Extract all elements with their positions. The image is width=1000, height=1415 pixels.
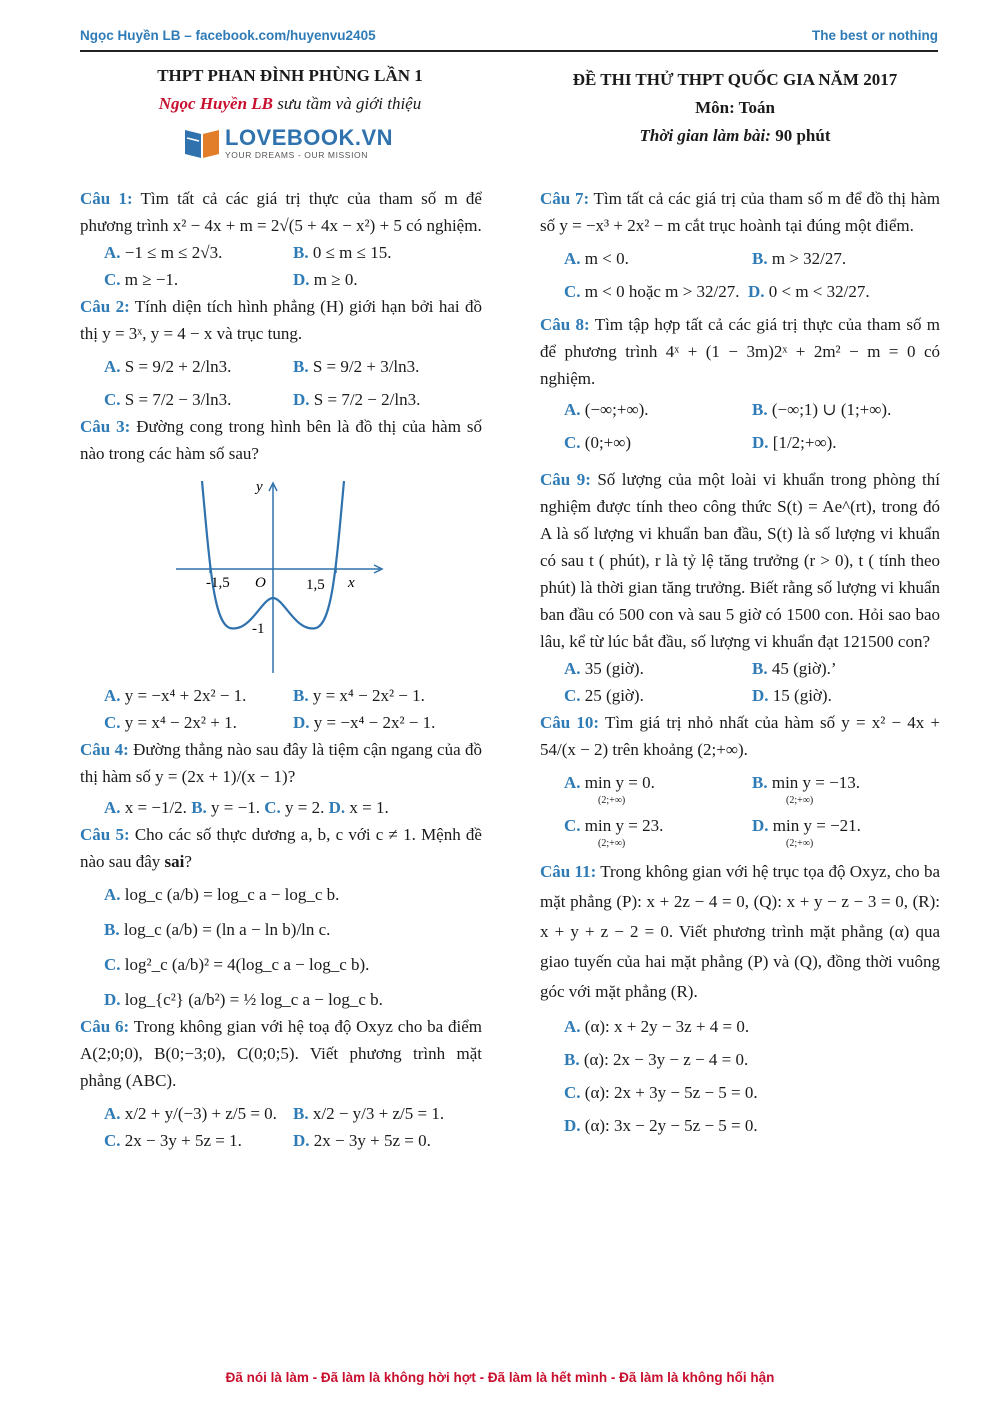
q6-b: x/2 − y/3 + z/5 = 1.: [312, 1104, 445, 1123]
q3-d: y = −x⁴ − 2x² − 1.: [313, 713, 436, 732]
q4-b-label: B.: [191, 798, 207, 817]
q6-d: 2x − 3y + 5z = 0.: [313, 1131, 431, 1150]
question-8: [540, 311, 940, 456]
header-right: The best or nothing: [812, 28, 938, 43]
question-2: [80, 293, 482, 413]
q9-c-label: C.: [564, 686, 581, 705]
q3-a: y = −x⁴ + 2x² − 1.: [124, 686, 247, 705]
q1-text: Tìm tất cả các giá trị thực của tham số m để phương trình x² − 4x + m = 2√(5 + 4x − x²) + 5 có nghiệm.: [80, 189, 482, 235]
q2-b-label: B.: [293, 357, 309, 376]
q11-d: (α): 3x − 2y − 5z − 5 = 0.: [584, 1116, 758, 1135]
q9-d-label: D.: [752, 686, 769, 705]
q8-a-label: A.: [564, 400, 581, 419]
q3-a-label: A.: [104, 686, 121, 705]
q5-text-bold: sai: [164, 852, 185, 871]
q11-a-label: A.: [564, 1017, 581, 1036]
q4-a: x = −1/2.: [124, 798, 187, 817]
q3-c-label: C.: [104, 713, 121, 732]
right-column: [540, 185, 940, 1139]
q9-a: 35 (giờ).: [584, 659, 644, 678]
q11-b: (α): 2x − 3y − z − 4 = 0.: [583, 1050, 749, 1069]
q9-a-label: A.: [564, 659, 581, 678]
q6-c-label: C.: [104, 1131, 121, 1150]
q10-c-label: C.: [564, 816, 581, 835]
q3-b: y = x⁴ − 2x² − 1.: [312, 686, 425, 705]
question-3: [80, 413, 482, 736]
q4-text: Đường thẳng nào sau đây là tiệm cận ngang của đồ thị hàm số y = (2x + 1)/(x − 1)?: [80, 740, 482, 786]
q4-b: y = −1.: [211, 798, 260, 817]
q6-c: 2x − 3y + 5z = 1.: [124, 1131, 242, 1150]
q11-text: Trong không gian với hệ trục tọa độ Oxyz, cho ba mặt phẳng (P): x + 2z − 4 = 0, (Q): x + y − z − 3 = 0, (R): x + y + z − 2 = 0. Viết phương trình mặt phẳng (α) qua giao tuyến của hai mặt phẳng (P) và (Q), đồng thời vuông góc với mặt phẳng (R).: [540, 862, 940, 1001]
q5-number: Câu 5:: [80, 825, 130, 844]
q8-b-label: B.: [752, 400, 768, 419]
question-5: [80, 821, 482, 1013]
q10-text: Tìm giá trị nhỏ nhất của hàm số y = x² − 4x + 54/(x − 2) trên khoảng (2;+∞).: [540, 713, 940, 759]
q2-text: Tính diện tích hình phẳng (H) giới hạn bởi hai đồ thị y = 3ˣ, y = 4 − x và trục tung.: [80, 297, 482, 343]
q11-a: (α): x + 2y − 3z + 4 = 0.: [584, 1017, 750, 1036]
left-column: [80, 185, 482, 1154]
q5-c-label: C.: [104, 955, 121, 974]
time-label: Thời gian làm bài:: [639, 126, 771, 145]
q4-number: Câu 4:: [80, 740, 129, 759]
q2-c-label: C.: [104, 390, 121, 409]
q10-number: Câu 10:: [540, 713, 600, 732]
logo-name: LOVEBOOK.VN: [225, 125, 394, 150]
q11-c: (α): 2x + 3y − 5z − 5 = 0.: [584, 1083, 758, 1102]
q7-number: Câu 7:: [540, 189, 590, 208]
q6-d-label: D.: [293, 1131, 310, 1150]
q1-b: 0 ≤ m ≤ 15.: [312, 243, 392, 262]
q5-d-label: D.: [104, 990, 121, 1009]
q2-number: Câu 2:: [80, 297, 130, 316]
question-7: [540, 185, 940, 305]
q2-b: S = 9/2 + 3/ln3.: [312, 357, 420, 376]
question-10: [540, 709, 940, 849]
q2-d: S = 7/2 − 2/ln3.: [313, 390, 421, 409]
question-1: [80, 185, 482, 293]
q6-a: x/2 + y/(−3) + z/5 = 0.: [124, 1104, 277, 1123]
school-title: THPT PHAN ĐÌNH PHÙNG LẦN 1: [157, 66, 423, 85]
origin-label: O: [255, 575, 266, 591]
q10-c: min y = 23.: [584, 816, 664, 835]
q7-c-label: C.: [564, 282, 581, 301]
q7-a: m < 0.: [584, 249, 629, 268]
q5-text-end: ?: [184, 852, 192, 871]
exam-title: ĐỀ THI THỬ THPT QUỐC GIA NĂM 2017: [572, 70, 898, 89]
q1-c: m ≥ −1.: [124, 270, 179, 289]
q8-a: (−∞;+∞).: [584, 400, 649, 419]
q6-number: Câu 6:: [80, 1017, 130, 1036]
q5-d: log_{c²} (a/b²) = ½ log_c a − log_c b.: [124, 990, 383, 1009]
q5-c: log²_c (a/b)² = 4(log_c a − log_c b).: [124, 955, 370, 974]
q1-d-label: D.: [293, 270, 310, 289]
footer-motto: Đã nói là làm - Đã làm là không hời hợt - Đã làm là hết mình - Đã làm là không hối hận: [225, 1370, 775, 1385]
q11-c-label: C.: [564, 1083, 581, 1102]
q4-d-label: D.: [328, 798, 346, 817]
q11-b-label: B.: [564, 1050, 580, 1069]
q2-a: S = 9/2 + 2/ln3.: [124, 357, 232, 376]
q9-text: Số lượng của một loài vi khuẩn trong phòng thí nghiệm được tính theo công thức S(t) = Ae^(rt), trong đó A là số lượng vi khuẩn ban đầu, S(t) là số lượng vi khuẩn có sau t ( phút), r là tỷ lệ tăng trưởng (r > 0), t ( tính theo phút) là thời gian tăng trưởng. Biết rằng số lượng vi khuẩn ban đầu có 500 con và sau 5 giờ có 1500 con. Hỏi sao bao lâu, kể từ lúc bắt đầu, số lượng vi khuẩn đạt 121500 con?: [540, 470, 940, 651]
question-6: [80, 1013, 482, 1154]
q10-a: min y = 0.: [584, 773, 655, 792]
q10-d-sub: (2;+∞): [786, 838, 814, 849]
q10-b: min y = −13.: [771, 773, 860, 792]
q9-d: 15 (giờ).: [772, 686, 832, 705]
q9-b-label: B.: [752, 659, 768, 678]
q8-text: Tìm tập hợp tất cả các giá trị thực của tham số m để phương trình 4ˣ + (1 − 3m)2ˣ + 2m² − m = 0 có nghiệm.: [540, 315, 940, 388]
q4-c-label: C.: [264, 798, 281, 817]
q6-a-label: A.: [104, 1104, 121, 1123]
q5-a: log_c (a/b) = log_c a − log_c b.: [124, 885, 340, 904]
q2-c: S = 7/2 − 3/ln3.: [124, 390, 232, 409]
q8-number: Câu 8:: [540, 315, 590, 334]
q11-d-label: D.: [564, 1116, 581, 1135]
subject-line: Môn: Toán: [695, 98, 775, 117]
x-label: x: [348, 575, 355, 591]
neg-tick-label: -1,5: [206, 575, 230, 591]
q5-a-label: A.: [104, 885, 121, 904]
q10-d-label: D.: [752, 816, 769, 835]
min-label: -1: [252, 621, 265, 637]
y-label: y: [256, 479, 263, 495]
logo-tagline: YOUR DREAMS - OUR MISSION: [225, 150, 368, 160]
q6-b-label: B.: [293, 1104, 309, 1123]
q3-b-label: B.: [293, 686, 309, 705]
book-logo-icon: [183, 124, 221, 162]
q1-b-label: B.: [293, 243, 309, 262]
q7-d-label: D.: [747, 282, 765, 301]
q3-c: y = x⁴ − 2x² + 1.: [124, 713, 237, 732]
lovebook-logo: [183, 124, 393, 164]
time-value: 90 phút: [770, 126, 831, 145]
q5-b: log_c (a/b) = (ln a − ln b)/ln c.: [123, 920, 331, 939]
q11-number: Câu 11:: [540, 862, 597, 881]
author-name: Ngọc Huyền LB: [158, 94, 274, 113]
q7-d: 0 < m < 32/27.: [768, 282, 870, 301]
q8-c-label: C.: [564, 433, 581, 452]
q2-a-label: A.: [104, 357, 121, 376]
q1-c-label: C.: [104, 270, 121, 289]
time-line: [530, 126, 940, 146]
question-4: [80, 736, 482, 821]
q7-a-label: A.: [564, 249, 581, 268]
q5-text: Cho các số thực dương a, b, c với c ≠ 1. Mệnh đề nào sau đây: [80, 825, 482, 871]
pos-tick-label: 1,5: [306, 577, 325, 593]
q4-c: y = 2.: [285, 798, 325, 817]
author-note: sưu tầm và giới thiệu: [273, 94, 422, 113]
q10-b-sub: (2;+∞): [786, 795, 814, 806]
q9-b: 45 (giờ).’: [771, 659, 837, 678]
q6-text: Trong không gian với hệ toạ độ Oxyz cho ba điểm A(2;0;0), B(0;−3;0), C(0;0;5). Viết phương trình mặt phẳng (ABC).: [80, 1017, 482, 1090]
q7-b-label: B.: [752, 249, 768, 268]
q10-d: min y = −21.: [772, 816, 861, 835]
question-11: [540, 857, 940, 1139]
q10-a-sub: (2;+∞): [598, 795, 626, 806]
q1-a-label: A.: [104, 243, 121, 262]
q4-a-label: A.: [104, 798, 121, 817]
function-graph: [170, 473, 390, 678]
q1-d: m ≥ 0.: [313, 270, 358, 289]
q7-b: m > 32/27.: [771, 249, 847, 268]
q5-b-label: B.: [104, 920, 120, 939]
q3-number: Câu 3:: [80, 417, 131, 436]
q10-c-sub: (2;+∞): [598, 838, 626, 849]
q8-c: (0;+∞): [584, 433, 632, 452]
header-divider: [80, 50, 938, 52]
q1-a: −1 ≤ m ≤ 2√3.: [124, 243, 223, 262]
q10-a-label: A.: [564, 773, 581, 792]
q7-c: m < 0 hoặc m > 32/27.: [584, 282, 740, 301]
q4-d: x = 1.: [349, 798, 389, 817]
q10-b-label: B.: [752, 773, 768, 792]
q7-text: Tìm tất cả các giá trị của tham số m để đồ thị hàm số y = −x³ + 2x² − m cắt trục hoành tại đúng một điểm.: [540, 189, 940, 235]
q9-number: Câu 9:: [540, 470, 591, 489]
q3-text: Đường cong trong hình bên là đồ thị của hàm số nào trong các hàm số sau?: [80, 417, 482, 463]
header-left: Ngọc Huyền LB – facebook.com/huyenvu2405: [80, 28, 376, 43]
q8-d-label: D.: [752, 433, 769, 452]
q3-d-label: D.: [293, 713, 310, 732]
q1-number: Câu 1:: [80, 189, 133, 208]
q8-b: (−∞;1) ∪ (1;+∞).: [771, 400, 892, 419]
author-line: [80, 94, 500, 114]
q2-d-label: D.: [293, 390, 310, 409]
question-9: [540, 466, 940, 709]
q8-d: [1/2;+∞).: [772, 433, 837, 452]
q9-c: 25 (giờ).: [584, 686, 644, 705]
